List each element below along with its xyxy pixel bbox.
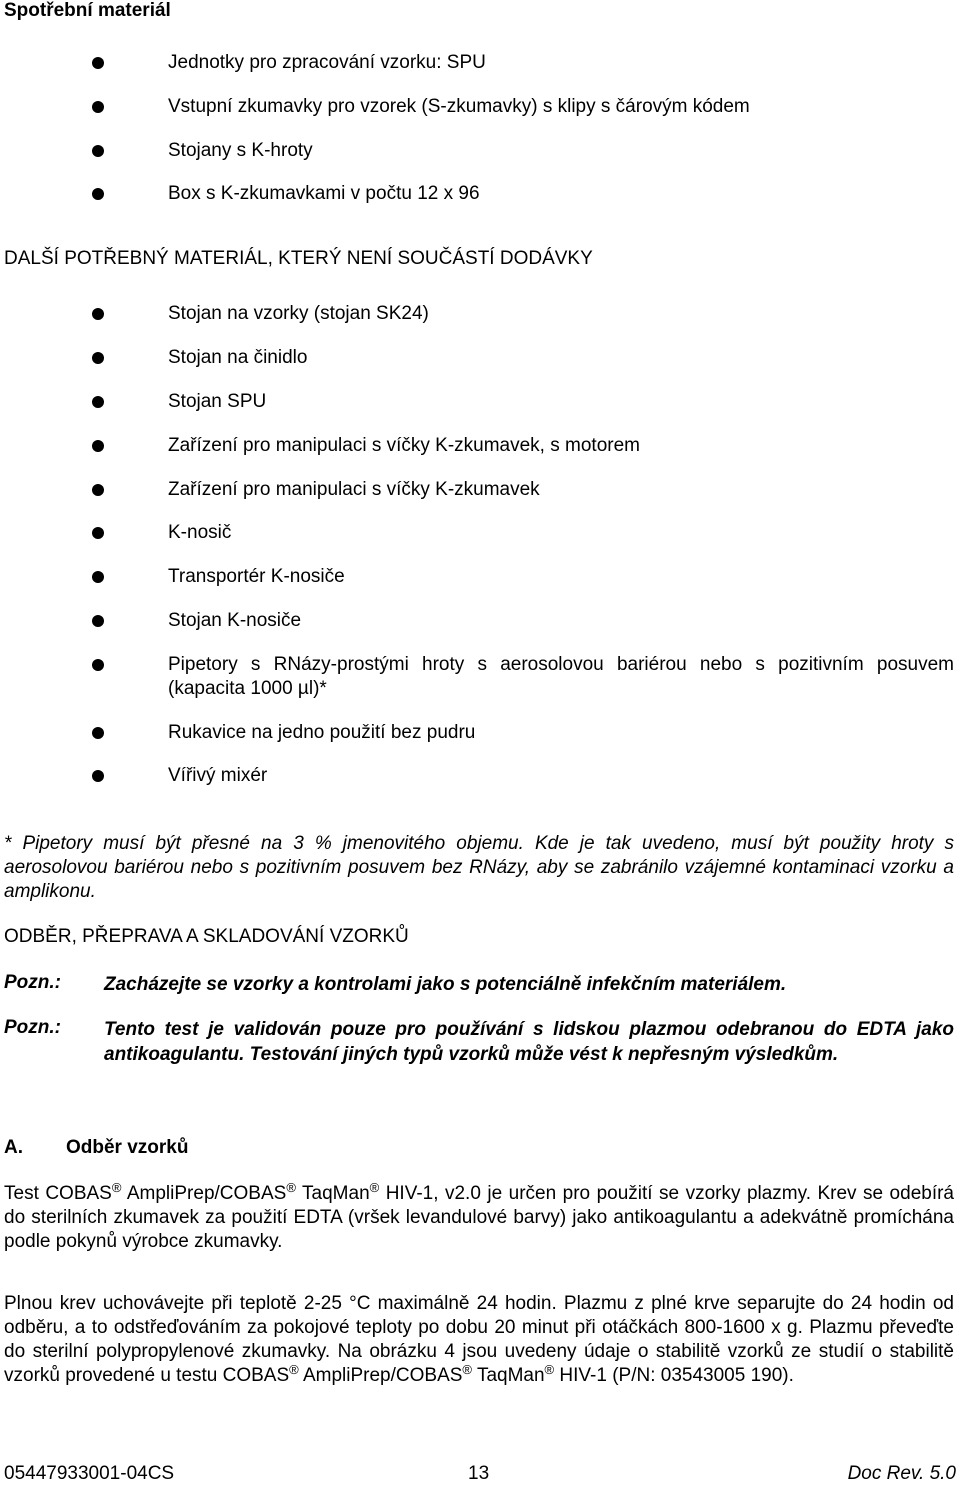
bullet-icon xyxy=(92,527,104,539)
registered-mark: ® xyxy=(289,1362,299,1377)
subsection-letter: A. xyxy=(4,1137,23,1158)
bullet-icon xyxy=(92,484,104,496)
bullet-icon xyxy=(92,615,104,627)
footer-doc-number: 05447933001-04CS xyxy=(4,1463,175,1484)
list-item: Transportér K-nosiče xyxy=(168,566,345,587)
footer-page-number: 13 xyxy=(468,1463,490,1484)
subsection-title: Odběr vzorků xyxy=(66,1137,189,1158)
bullet-icon xyxy=(92,308,104,320)
bullet-icon xyxy=(92,571,104,583)
bullet-icon xyxy=(92,145,104,157)
paragraph-collection: Test COBAS® AmpliPrep/COBAS® TaqMan® HIV-1, v2.0 je určen pro použití se vzorky plazmy. Krev se odebírá do sterilních zkumavek za použití EDTA (vršek levandulové barvy) jako antikoagulantu a adekvátně promíchána podle pokynů výrobce zkumavky. xyxy=(4,1180,954,1252)
registered-mark: ® xyxy=(369,1180,380,1195)
bullet-icon xyxy=(92,727,104,739)
list-item: Zařízení pro manipulaci s víčky K-zkumavek, s motorem xyxy=(168,435,640,456)
paragraph-storage: Plnou krev uchovávejte při teplotě 2-25 °C maximálně 24 hodin. Plazmu z plné krve separujte do 24 hodin od odběru, a to odstřeďováním za pokojové teploty po dobu 20 minut při otáčkách 800-1600 x g. Plazmu převeďte do sterilní polypropylenové zkumavky. Na obrázku 4 jsou uvedeny údaje o stabilitě vzorků ze studií o stabilitě vzorků provedené u testu COBAS® AmpliPrep/COBAS® TaqMan® HIV-1 (P/N: 03543005 190). xyxy=(4,1293,954,1386)
list-item: Vířivý mixér xyxy=(168,765,268,786)
note-text: Zacházejte se vzorky a kontrolami jako s potenciálně infekčním materiálem. xyxy=(104,974,787,995)
note-text: Tento test je validován pouze pro používání s lidskou plazmou odebranou do EDTA jako antikoagulantu. Testování jiných typů vzorků může vést k nepřesným výsledkům. xyxy=(104,1019,954,1065)
bullet-icon xyxy=(92,396,104,408)
bullet-icon xyxy=(92,352,104,364)
bullet-icon xyxy=(92,101,104,113)
list-item: Rukavice na jedno použití bez pudru xyxy=(168,722,476,743)
list-item: Stojan SPU xyxy=(168,391,267,412)
bullet-icon xyxy=(92,57,104,69)
bullet-icon xyxy=(92,440,104,452)
registered-mark: ® xyxy=(462,1362,473,1377)
list-item: K-nosič xyxy=(168,522,232,543)
list-item: Stojan na činidlo xyxy=(168,347,308,368)
list-item: Pipetory s RNázy-prostými hroty s aerosolovou bariérou nebo s pozitivním posuvem (kapacita 1000 µl)* xyxy=(168,654,954,699)
bullet-icon xyxy=(92,188,104,200)
list-item: Stojan K-nosiče xyxy=(168,610,302,631)
list-item: Jednotky pro zpracování vzorku: SPU xyxy=(168,52,486,73)
list-item: Stojany s K-hroty xyxy=(168,140,313,161)
list-item: Stojan na vzorky (stojan SK24) xyxy=(168,303,429,324)
list-item: Vstupní zkumavky pro vzorek (S-zkumavky) s klipy s čárovým kódem xyxy=(168,96,750,117)
note-label: Pozn.: xyxy=(4,972,61,993)
registered-mark: ® xyxy=(286,1180,296,1195)
registered-mark: ® xyxy=(111,1180,122,1195)
bullet-icon xyxy=(92,659,104,671)
section-title-additional-material: DALŠÍ POTŘEBNÝ MATERIÁL, KTERÝ NENÍ SOUČÁSTÍ DODÁVKY xyxy=(4,248,593,269)
footer-revision: Doc Rev. 5.0 xyxy=(847,1463,956,1484)
registered-mark: ® xyxy=(544,1362,555,1377)
section-title-specimen-collection: ODBĚR, PŘEPRAVA A SKLADOVÁNÍ VZORKŮ xyxy=(4,926,409,947)
bullet-icon xyxy=(92,770,104,782)
note-label: Pozn.: xyxy=(4,1017,61,1038)
list-item: Box s K-zkumavkami v počtu 12 x 96 xyxy=(168,183,480,204)
list-item: Zařízení pro manipulaci s víčky K-zkumavek xyxy=(168,479,540,500)
section-title-consumables: Spotřební materiál xyxy=(4,0,171,21)
pipette-footnote: * Pipetory musí být přesné na 3 % jmenovitého objemu. Kde je tak uvedeno, musí být použity hroty s aerosolovou bariérou nebo s pozitivním posuvem bez RNázy, aby se zabránilo vzájemné kontaminaci vzorku a amplikonu. xyxy=(4,833,954,902)
